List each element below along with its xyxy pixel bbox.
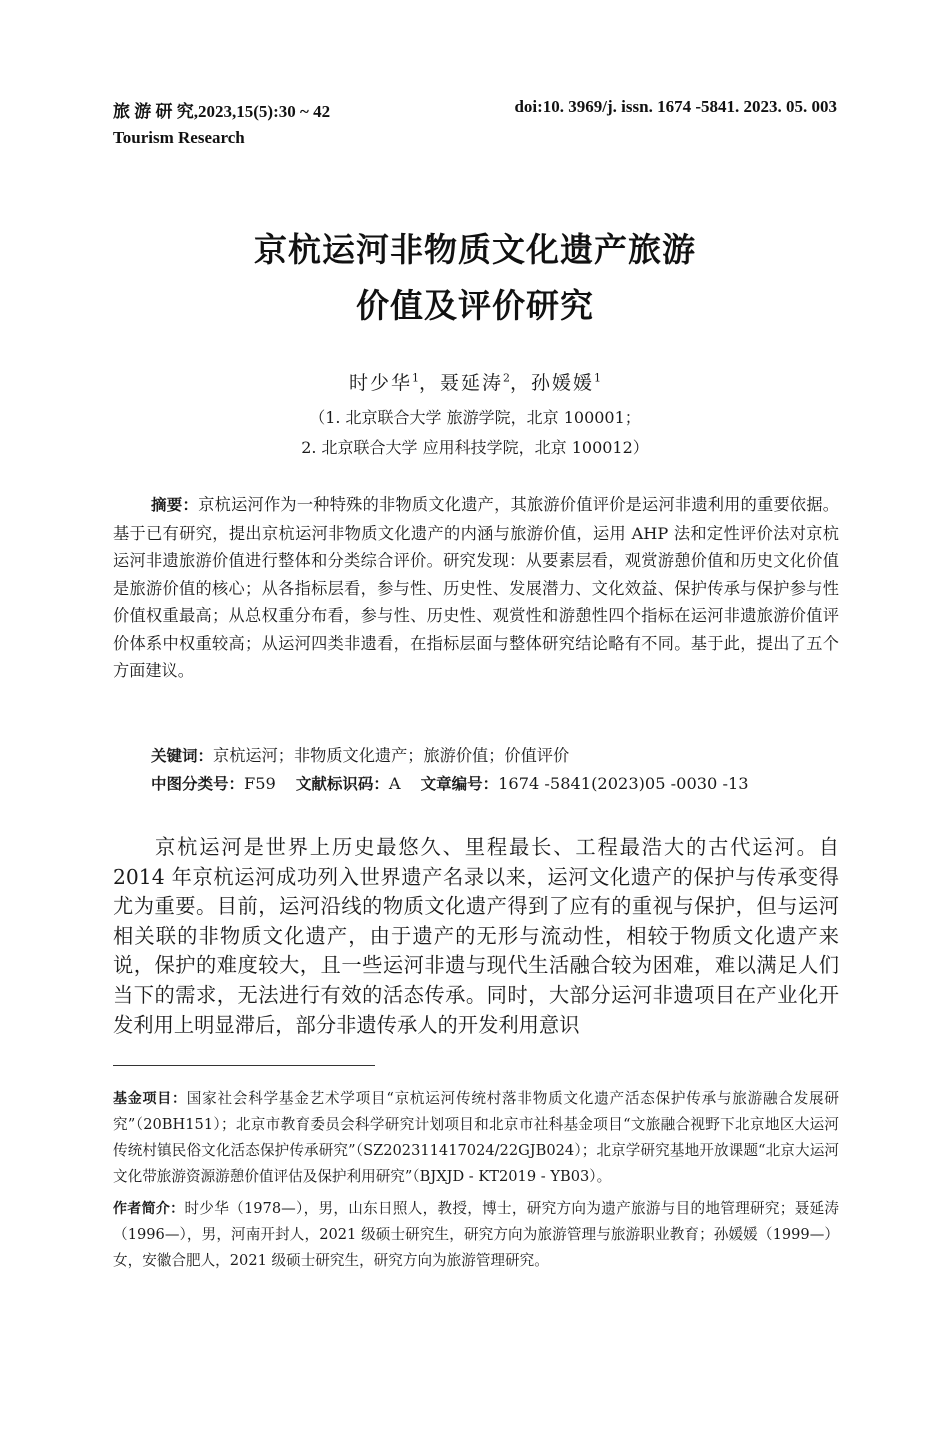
abstract-label: 摘要：	[151, 496, 199, 514]
author-name: 孙媛媛	[531, 372, 595, 394]
footnotes	[113, 1086, 839, 1274]
author-bio-label: 作者简介：	[113, 1201, 185, 1217]
funding-label: 基金项目：	[113, 1091, 187, 1107]
paper-title-line-1: 京杭运河非物质文化遗产旅游	[254, 230, 696, 269]
funding-text: 国家社会科学基金艺术学项目“京杭运河传统村落非物质文化遗产活态保护传承与旅游融合发展研究”（20BH151）；北京市教育委员会科学研究计划项目和北京市社科基金项目“文旅融合视野下北京地区大运河传统村镇民俗文化活态保护传承研究”（SZ202311417024/22GJB024）；北京学研究基地开放课题“北京大运河文化带旅游资源游憩价值评估及保护利用研究”（BJXJD - KT2019 - YB03）。	[113, 1090, 840, 1185]
abstract-text: 京杭运河作为一种特殊的非物质文化遗产，其旅游价值评价是运河非遗利用的重要依据。基于已有研究，提出京杭运河非物质文化遗产的内涵与旅游价值，运用 AHP 法和定性评价法对京杭运河非遗旅游价值进行整体和分类综合评价。研究发现：从要素层看，观赏游憩价值和历史文化价值是旅游价值的核心；从各指标层看，参与性、历史性、发展潜力、文化效益、保护传承与保护参与性价值权重最高；从总权重分布看，参与性、历史性、观赏性和游憩性四个指标在运河非遗旅游价值评价体系中权重较高；从运河四类非遗看，在指标层面与整体研究结论略有不同。基于此，提出了五个方面建议。	[113, 495, 839, 680]
clc-value: F59	[244, 774, 276, 793]
author-bio-note	[113, 1196, 839, 1274]
author-name: 聂延涛	[439, 372, 503, 394]
article-number-value: 1674 -5841(2023)05 -0030 -13	[498, 774, 749, 793]
journal-citation: 旅 游 研 究,2023,15(5):30 ~ 42	[113, 102, 331, 121]
funding-note	[113, 1086, 839, 1190]
affiliation-line-1: （1. 北京联合大学 旅游学院，北京 100001；	[309, 408, 641, 427]
document-code-value: A	[388, 774, 401, 793]
author-affiliation-mark: 1	[594, 371, 602, 385]
author-affiliation-mark: 1	[411, 371, 419, 385]
article-number-label: 文章编号：	[420, 775, 499, 793]
body-paragraph: 京杭运河是世界上历史最悠久、里程最长、工程最浩大的古代运河。自 2014 年京杭运河成功列入世界遗产名录以来，运河文化遗产的保护与传承变得尤为重要。目前，运河沿线的物质文化遗产得到了应有的重视与保护，但与运河相关联的非物质文化遗产，由于遗产的无形与流动性，相较于物质文化遗产来说，保护的难度较大，且一些运河非遗与现代生活融合较为困难，难以满足人们当下的需求，无法进行有效的活态传承。同时，大部分运河非遗项目在产业化开发利用上明显滞后，部分非遗传承人的开发利用意识	[113, 835, 839, 1037]
paper-title-line-2: 价值及评价研究	[356, 286, 594, 325]
keywords-text: 京杭运河；非物质文化遗产；旅游价值；价值评价	[213, 746, 570, 765]
author-list	[0, 368, 950, 395]
body-text	[113, 833, 839, 1040]
author-affiliation-mark: 2	[503, 371, 510, 385]
clc-label: 中图分类号：	[151, 775, 245, 793]
classification-line	[151, 772, 749, 794]
footnote-divider	[113, 1065, 375, 1066]
author-separator: ，	[418, 372, 440, 394]
author-name: 时少华	[348, 372, 412, 394]
author-separator: ，	[510, 372, 532, 394]
keywords-label: 关键词：	[151, 747, 214, 765]
doi: doi:10. 3969/j. issn. 1674 -5841. 2023. 05. 003	[514, 97, 837, 116]
document-code-label: 文献标识码：	[295, 775, 389, 793]
abstract	[113, 491, 839, 685]
keywords	[151, 742, 569, 766]
author-bio-text: 时少华（1978—），男，山东日照人，教授，博士，研究方向为遗产旅游与目的地管理研究；聂延涛（1996—），男，河南开封人，2021 级硕士研究生，研究方向为旅游管理与旅游职业教育；孙媛媛（1999—）女，安徽合肥人，2021 级硕士研究生，研究方向为旅游管理研究。	[113, 1200, 840, 1269]
affiliation-line-2: 2. 北京联合大学 应用科技学院，北京 100012）	[301, 438, 649, 457]
journal-name: Tourism Research	[113, 128, 245, 147]
